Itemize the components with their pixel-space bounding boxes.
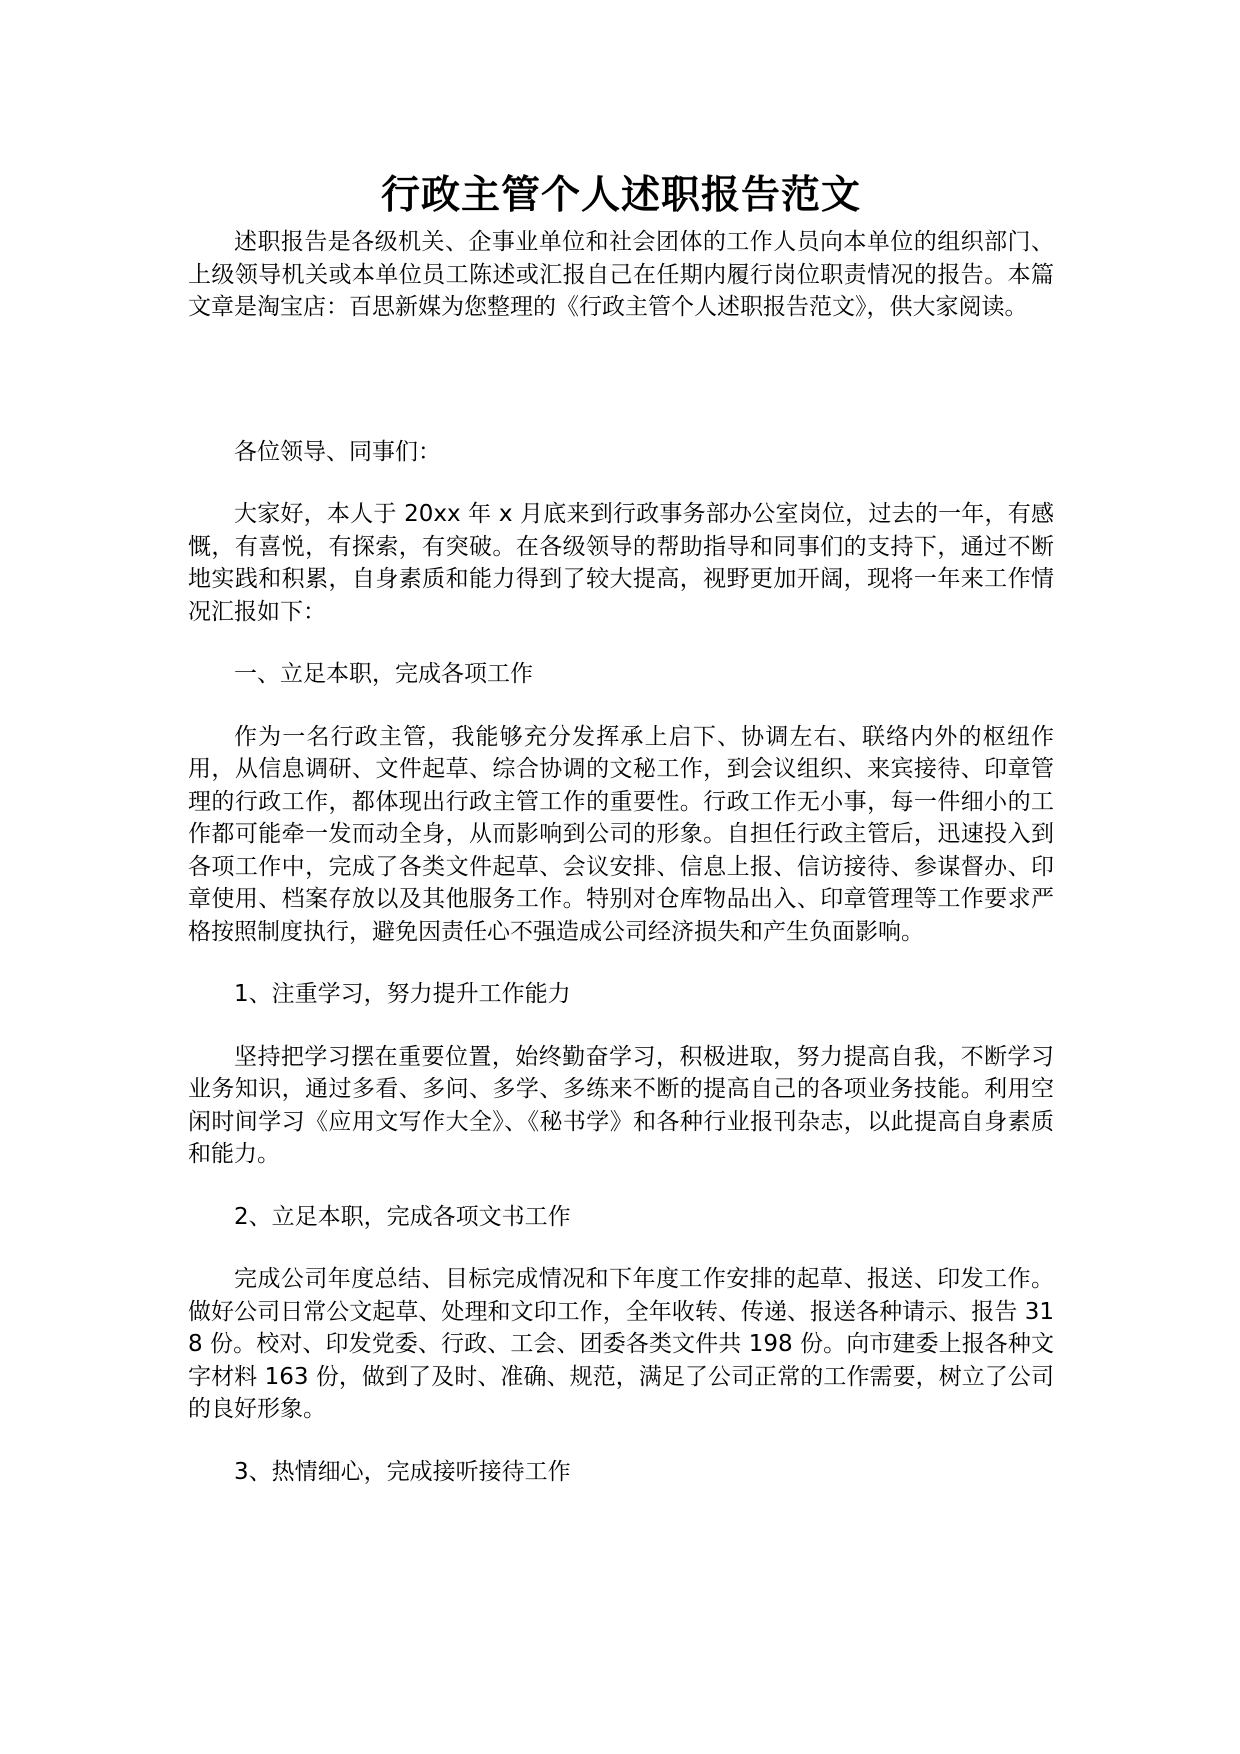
intro-paragraph: 述职报告是各级机关、企事业单位和社会团体的工作人员向本单位的组织部门、上级领导机关或本单位员工陈述或汇报自己在任期内履行岗位职责情况的报告。本篇文章是淘宝店：百思新媒为您整理的《行政主管个人述职报告范文》，供大家阅读。 <box>188 229 1054 320</box>
body-paragraph-2: 坚持把学习摆在重要位置，始终勤奋学习，积极进取，努力提高自我，不断学习业务知识，通过多看、多问、多学、多练来不断的提高自己的各项业务技能。利用空闲时间学习《应用文写作大全》、《秘书学》和各种行业报刊杂志，以此提高自身素质和能力。 <box>188 1043 1054 1167</box>
subheading-3: 3、热情细心，完成接听接待工作 <box>234 1458 571 1485</box>
body-paragraph-1: 作为一名行政主管，我能够充分发挥承上启下、协调左右、联络内外的枢纽作用，从信息调研、文件起草、综合协调的文秘工作，到会议组织、来宾接待、印章管理的行政工作，都体现出行政主管工作的重要性。行政工作无小事，每一件细小的工作都可能牵一发而动全身，从而影响到公司的形象。自担任行政主管后，迅速投入到各项工作中，完成了各类文件起草、会议安排、信息上报、信访接待、参谋督办、印章使用、档案存放以及其他服务工作。特别对仓库物品出入、印章管理等工作要求严格按照制度执行，避免因责任心不强造成公司经济损失和产生负面影响。 <box>188 723 1054 945</box>
section-heading-1: 一、立足本职，完成各项工作 <box>234 661 533 687</box>
opening-paragraph: 大家好，本人于 20xx 年 x 月底来到行政事务部办公室岗位，过去的一年，有感慨，有喜悦，有探索，有突破。在各级领导的帮助指导和同事们的支持下，通过不断地实践和积累，自身素质和能力得到了较大提高，视野更加开阔，现将一年来工作情况汇报如下： <box>188 501 1054 625</box>
body-paragraph-3: 完成公司年度总结、目标完成情况和下年度工作安排的起草、报送、印发工作。做好公司日常公文起草、处理和文印工作，全年收转、传递、报送各种请示、报告 318 份。校对、印发党委、行政、工会、团委各类文件共 198 份。向市建委上报各种文字材料 163 份，做到了及时、准确、规范，满足了公司正常的工作需要，树立了公司的良好形象。 <box>188 1266 1054 1422</box>
subheading-2: 2、立足本职，完成各项文书工作 <box>234 1203 571 1230</box>
salutation: 各位领导、同事们： <box>234 438 441 465</box>
subheading-1: 1、注重学习，努力提升工作能力 <box>234 981 571 1007</box>
document-body <box>188 170 1054 1488</box>
document-title: 行政主管个人述职报告范文 <box>380 173 861 218</box>
